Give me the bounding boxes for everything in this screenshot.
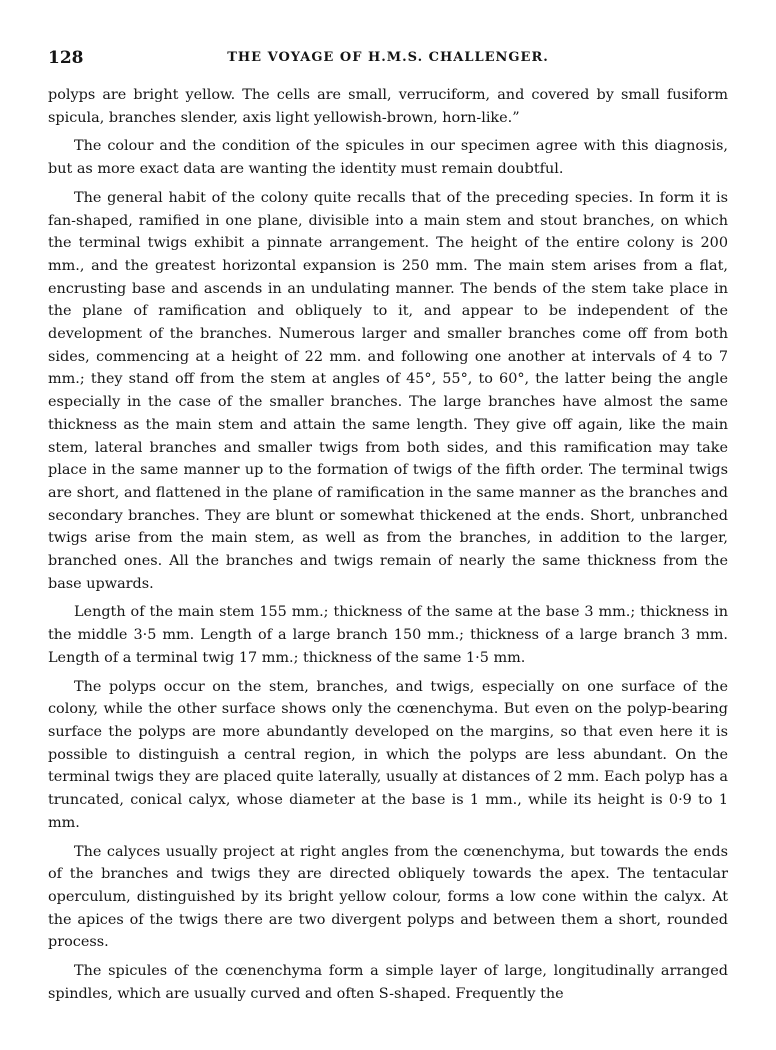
paragraph: The colour and the condition of the spicules in our specimen agree with this diagnosis, but as more exact data are wanting the identity must remain doubtful. <box>48 138 728 178</box>
running-title: THE VOYAGE OF H.M.S. CHALLENGER. <box>227 50 549 65</box>
paragraph: Length of the main stem 155 mm.; thickness of the same at the base 3 mm.; thickness in the middle 3·5 mm. Length of a large branch 150 mm.; thickness of a large branch 3 mm. Length of a terminal twig 17 mm.; thickness of the same 1·5 mm. <box>48 604 728 666</box>
page-number: 128 <box>48 48 84 68</box>
paragraph: The calyces usually project at right angles from the cœnenchyma, but towards the ends of the branches and twigs they are directed obliquely towards the apex. The tentacular operculum, distinguished by its bright yellow colour, forms a low cone within the calyx. At the apices of the twigs there are two divergent polyps and between them a short, rounded process. <box>48 843 728 951</box>
paragraph: The polyps occur on the stem, branches, and twigs, especially on one surface of the colony, while the other surface shows only the cœnenchyma. But even on the polyp-bearing surface the polyps are more abundantly developed on the margins, so that even here it is possible to distinguish a central region, in which the polyps are less abundant. On the terminal twigs they are placed quite laterally, usually at distances of 2 mm. Each polyp has a truncated, conical calyx, whose diameter at the base is 1 mm., while its height is 0·9 to 1 mm. <box>48 678 728 831</box>
paragraph-continued: polyps are bright yellow. The cells are small, verruciform, and covered by small fusiform spicula, branches slender, axis light yellowish-brown, horn-like.” <box>48 87 728 126</box>
book-page <box>48 36 728 1011</box>
page-header <box>48 36 728 68</box>
paragraph: The spicules of the cœnenchyma form a simple layer of large, longitudinally arranged spindles, which are usually curved and often S-shaped. Frequently the <box>48 963 728 1002</box>
body-text <box>48 84 728 1005</box>
paragraph: The general habit of the colony quite recalls that of the preceding species. In form it is fan-shaped, ramified in one plane, divisible into a main stem and stout branches, on which the terminal twigs exhibit a pinnate arrangement. The height of the entire colony is 200 mm., and the greatest horizontal expansion is 250 mm. The main stem arises from a flat, encrusting base and ascends in an undulating manner. The bends of the stem take place in the plane of ramification and obliquely to it, and appear to be independent of the development of the branches. Numerous larger and smaller branches come off from both sides, commencing at a height of 22 mm. and following one another at intervals of 4 to 7 mm.; they stand off from the stem at angles of 45°, 55°, to 60°, the latter being the angle especially in the case of the smaller branches. The large branches have almost the same thickness as the main stem and attain the same length. They give off again, like the main stem, lateral branches and smaller twigs from both sides, and this ramification may take place in the same manner up to the formation of twigs of the fifth order. The terminal twigs are short, and flattened in the plane of ramification in the same manner as the branches and secondary branches. They are blunt or somewhat thickened at the ends. Short, unbranched twigs arise from the main stem, as well as from the branches, in addition to the larger, branched ones. All the branches and twigs remain of nearly the same thickness from the base upwards. <box>48 189 728 592</box>
